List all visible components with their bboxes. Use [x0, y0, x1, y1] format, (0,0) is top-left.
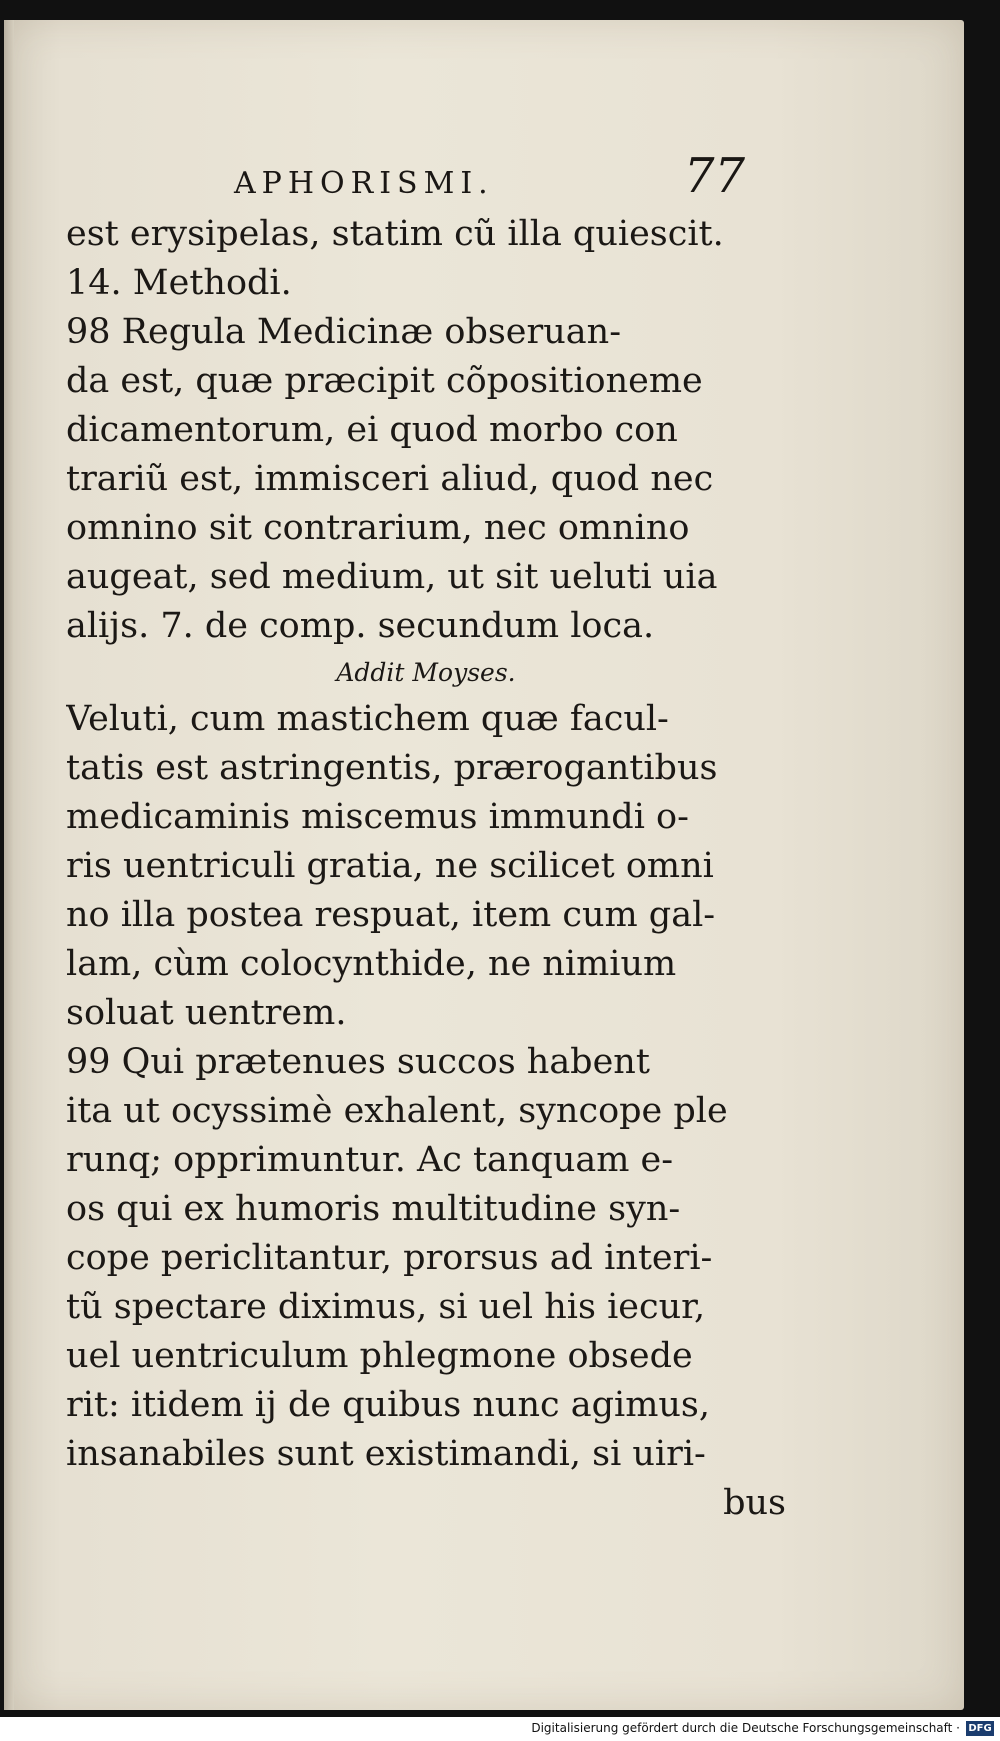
- dfg-logo: DFG: [966, 1721, 994, 1736]
- text-line: rit: itidem ij de quibus nunc agimus,: [66, 1385, 711, 1425]
- text-line: omnino sit contrarium, nec omnino: [66, 508, 690, 548]
- text-line: est erysipelas, statim cũ illa quiescit.: [66, 214, 724, 254]
- funding-credit: Digitalisierung gefördert durch die Deutsche Forschungsgemeinschaft ·: [531, 1721, 960, 1735]
- section-subheading: Addit Moyses.: [336, 658, 516, 687]
- book-page: [4, 20, 964, 1710]
- text-line: uel uentriculum phlegmone obsede: [66, 1336, 693, 1376]
- text-line: alijs. 7. de comp. secundum loca.: [66, 606, 655, 646]
- page-gutter-edge: [4, 20, 14, 1710]
- body-text: [66, 210, 786, 1528]
- text-line: augeat, sed medium, ut sit ueluti uia: [66, 557, 718, 597]
- text-line: da est, quæ præcipit cõpositioneme: [66, 361, 703, 401]
- text-line: Veluti, cum mastichem quæ facul-: [66, 699, 669, 739]
- running-head: [224, 148, 746, 204]
- text-line: no illa postea respuat, item cum gal-: [66, 895, 716, 935]
- text-line: ris uentriculi gratia, ne scilicet omni: [66, 846, 714, 886]
- aphorism-98-start: 98 Regula Medicinæ obseruan-: [66, 312, 622, 352]
- text-line: soluat uentrem.: [66, 993, 347, 1033]
- text-line: dicamentorum, ei quod morbo con: [66, 410, 678, 450]
- text-line: cope periclitantur, prorsus ad interi-: [66, 1238, 713, 1278]
- text-line: medicaminis miscemus immundi o-: [66, 797, 689, 837]
- text-line: insanabiles sunt existimandi, si uiri-: [66, 1434, 706, 1474]
- text-line: trariũ est, immisceri aliud, quod nec: [66, 459, 714, 499]
- text-line: tũ spectare diximus, si uel his iecur,: [66, 1287, 706, 1327]
- page-number: 77: [684, 148, 746, 204]
- footer-credit-bar: [0, 1717, 1000, 1741]
- text-line: 14. Methodi.: [66, 263, 292, 303]
- text-line: ita ut ocyssimè exhalent, syncope ple: [66, 1091, 728, 1131]
- running-head-title: APHORISMI.: [234, 166, 494, 201]
- text-line: os qui ex humoris multitudine syn-: [66, 1189, 681, 1229]
- text-line: lam, cùm colocynthide, ne nimium: [66, 944, 677, 984]
- text-line: runq; opprimuntur. Ac tanquam e-: [66, 1140, 674, 1180]
- text-line: tatis est astringentis, prærogantibus: [66, 748, 718, 788]
- catchword: bus: [723, 1483, 786, 1523]
- aphorism-99-start: 99 Qui prætenues succos habent: [66, 1042, 650, 1082]
